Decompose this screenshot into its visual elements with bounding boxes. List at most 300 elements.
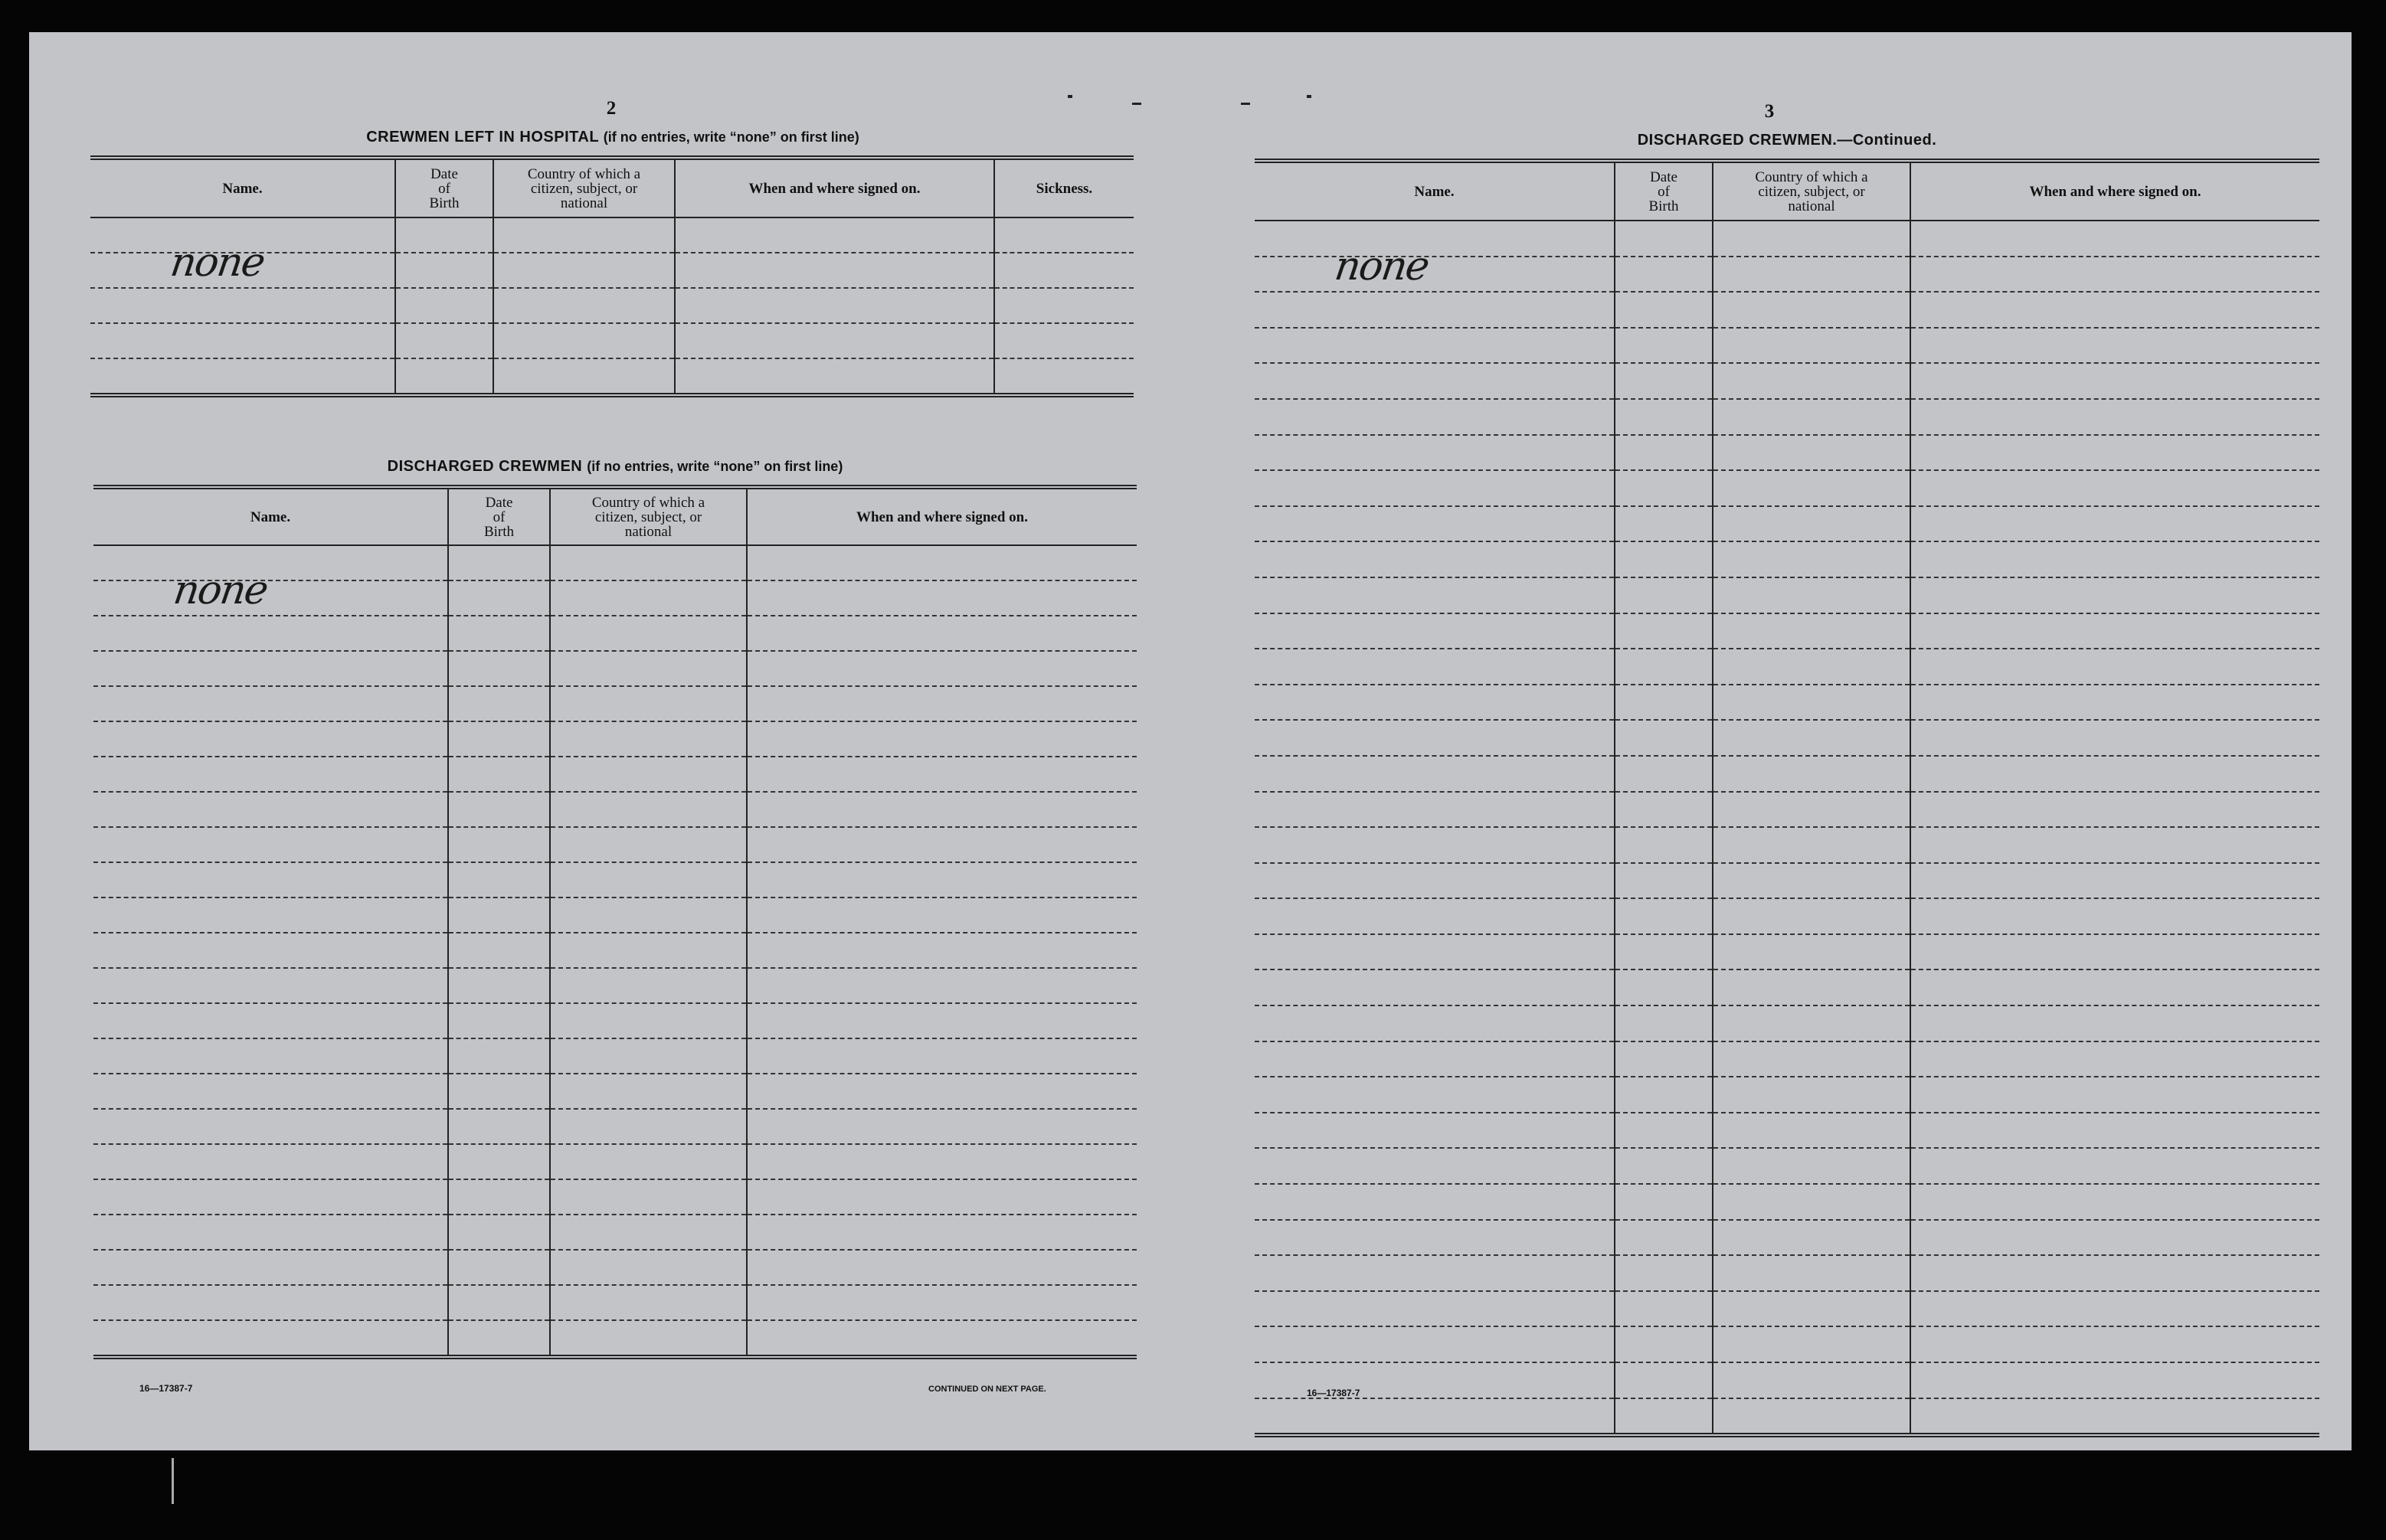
col-country: Country of which a citizen, subject, or national [493, 158, 675, 217]
table-cell [1615, 399, 1713, 435]
table-row [1255, 257, 2319, 293]
table-row [93, 1179, 1137, 1215]
table-row [90, 323, 1134, 358]
table-row [93, 651, 1137, 686]
right-section-title: DISCHARGED CREWMEN.—Continued. [1637, 132, 1937, 149]
table-row [1255, 1148, 2319, 1184]
table-cell [1713, 756, 1910, 792]
table-cell [1713, 898, 1910, 934]
table-row [93, 686, 1137, 721]
table-cell [395, 217, 493, 253]
table-row [90, 253, 1134, 288]
table-row [1255, 292, 2319, 328]
table-cell [93, 792, 448, 827]
table-cell [1255, 1326, 1615, 1362]
col-country: Country of which a citizen, subject, or national [1713, 161, 1910, 221]
table-cell [550, 757, 747, 792]
table-row [93, 1109, 1137, 1144]
table-cell [1255, 756, 1615, 792]
table-cell [395, 288, 493, 323]
table-row [1255, 969, 2319, 1005]
table-row [1255, 1255, 2319, 1291]
table-row [93, 1003, 1137, 1038]
table-cell [448, 1215, 550, 1250]
table-row [1255, 1362, 2319, 1398]
table-cell [747, 862, 1137, 898]
table-cell [93, 968, 448, 1003]
table-cell [93, 1144, 448, 1179]
table-row [1255, 863, 2319, 899]
table-cell [1713, 1148, 1910, 1184]
table-cell [93, 1320, 448, 1357]
table-cell [747, 651, 1137, 686]
table-cell [1910, 1184, 2319, 1220]
table-row [1255, 613, 2319, 649]
table-row [1255, 792, 2319, 828]
table-cell [1713, 1184, 1910, 1220]
table-row [93, 898, 1137, 933]
table-cell [93, 721, 448, 757]
table-row [1255, 685, 2319, 721]
table-cell [93, 1250, 448, 1285]
table-cell [747, 686, 1137, 721]
document-sheet [29, 32, 2352, 1450]
table-cell [1910, 470, 2319, 506]
table-cell [747, 933, 1137, 968]
table-cell [1615, 470, 1713, 506]
table-row [1255, 1398, 2319, 1436]
table-cell [1713, 1077, 1910, 1113]
discharged-table [93, 485, 1137, 1359]
table-cell [1255, 1005, 1615, 1041]
table-cell [1255, 792, 1615, 828]
table-cell [1713, 969, 1910, 1005]
table-cell [550, 1320, 747, 1357]
table-cell [448, 1038, 550, 1074]
table-cell [448, 1003, 550, 1038]
table-row [1255, 1291, 2319, 1327]
table-cell [550, 1215, 747, 1250]
table-cell [1615, 1220, 1713, 1256]
table-cell [1910, 1220, 2319, 1256]
table-cell [448, 933, 550, 968]
table-cell [90, 240, 395, 288]
table-cell [1713, 1398, 1910, 1436]
table-row [93, 580, 1137, 616]
table-cell [550, 651, 747, 686]
left-form-number: 16—17387-7 [139, 1383, 193, 1394]
table-row [1255, 720, 2319, 756]
table-cell [550, 862, 747, 898]
table-cell [1255, 1113, 1615, 1149]
table-row [93, 1074, 1137, 1109]
col-date-of-birth: Date of Birth [395, 158, 493, 217]
table-cell [93, 1003, 448, 1038]
table-row [1255, 1220, 2319, 1256]
table-row [93, 757, 1137, 792]
table-cell [1910, 221, 2319, 257]
table-cell [448, 686, 550, 721]
right-page-number: 3 [1764, 101, 1775, 122]
table-cell [747, 721, 1137, 757]
table-cell [550, 1285, 747, 1320]
continued-note: CONTINUED ON NEXT PAGE. [928, 1385, 1046, 1394]
table-row [93, 721, 1137, 757]
table-cell [1713, 577, 1910, 613]
table-cell [1615, 541, 1713, 577]
table-cell [1713, 863, 1910, 899]
table-row [90, 288, 1134, 323]
table-row [1255, 399, 2319, 435]
table-cell [747, 545, 1137, 580]
table-cell [1910, 1255, 2319, 1291]
table-row [93, 616, 1137, 651]
table-cell [1713, 541, 1910, 577]
table-cell [448, 757, 550, 792]
left-page-number: 2 [606, 98, 617, 119]
table-cell [1255, 827, 1615, 863]
table-cell [994, 253, 1134, 288]
table-cell [1713, 506, 1910, 542]
table-cell [1255, 243, 1615, 293]
table-cell [93, 1038, 448, 1074]
table-cell [1615, 1113, 1713, 1149]
table-cell [1910, 898, 2319, 934]
table-cell [1255, 613, 1615, 649]
table-cell [1910, 399, 2319, 435]
table-cell [93, 1285, 448, 1320]
table-cell [747, 1179, 1137, 1215]
table-cell [1910, 934, 2319, 970]
table-cell [1713, 221, 1910, 257]
table-cell [1615, 221, 1713, 257]
table-cell [1713, 685, 1910, 721]
table-cell [448, 721, 550, 757]
table-cell [1255, 292, 1615, 328]
table-cell [448, 898, 550, 933]
table-row [93, 1038, 1137, 1074]
table-cell [90, 323, 395, 358]
scan-mark [1068, 95, 1072, 98]
table-cell [1713, 1255, 1910, 1291]
table-row [93, 1215, 1137, 1250]
table-cell [1615, 1398, 1713, 1436]
table-cell [493, 358, 675, 395]
table-cell [1255, 328, 1615, 364]
table-cell [550, 686, 747, 721]
table-cell [550, 792, 747, 827]
table-cell [1910, 506, 2319, 542]
table-cell [1615, 1326, 1713, 1362]
table-cell [493, 323, 675, 358]
table-cell [1255, 577, 1615, 613]
table-row [1255, 435, 2319, 471]
table-cell [550, 721, 747, 757]
table-row [1255, 470, 2319, 506]
table-cell [93, 898, 448, 933]
table-row [1255, 756, 2319, 792]
table-cell [675, 288, 994, 323]
table-cell [448, 580, 550, 616]
table-cell [747, 580, 1137, 616]
table-cell [1713, 363, 1910, 399]
table-cell [90, 358, 395, 395]
table-cell [1255, 470, 1615, 506]
table-cell [1615, 506, 1713, 542]
table-cell [1255, 541, 1615, 577]
table-cell [747, 616, 1137, 651]
table-cell [747, 1038, 1137, 1074]
handwritten-entry: none [1331, 243, 1432, 289]
scan-mark [1307, 95, 1311, 98]
table-row [1255, 1184, 2319, 1220]
table-cell [1615, 969, 1713, 1005]
table-cell [1255, 1041, 1615, 1077]
table-cell [550, 968, 747, 1003]
table-row [1255, 827, 2319, 863]
table-cell [1615, 1255, 1713, 1291]
table-cell [1615, 720, 1713, 756]
discharged-continued-table [1255, 159, 2319, 1437]
table-cell [1615, 649, 1713, 685]
table-cell [395, 358, 493, 395]
table-cell [1615, 1291, 1713, 1327]
table-cell [93, 1109, 448, 1144]
table-cell [93, 616, 448, 651]
table-cell [395, 253, 493, 288]
table-row [93, 1320, 1137, 1357]
table-cell [1255, 969, 1615, 1005]
table-cell [1615, 756, 1713, 792]
table-cell [1615, 898, 1713, 934]
table-row [93, 792, 1137, 827]
table-cell [1713, 1362, 1910, 1398]
table-cell [1713, 613, 1910, 649]
scan-mark [1241, 103, 1250, 105]
table-cell [93, 933, 448, 968]
table-cell [550, 1074, 747, 1109]
handwritten-entry: none [170, 567, 270, 613]
table-row [1255, 1077, 2319, 1113]
table-cell [1713, 649, 1910, 685]
table-cell [1255, 399, 1615, 435]
table-cell [1910, 1005, 2319, 1041]
table-cell [550, 1038, 747, 1074]
table-row [93, 933, 1137, 968]
table-cell [1713, 399, 1910, 435]
table-cell [747, 1320, 1137, 1357]
table-cell [1255, 1148, 1615, 1184]
table-cell [1615, 863, 1713, 899]
table-cell [550, 1179, 747, 1215]
table-row [1255, 1041, 2319, 1077]
table-cell [448, 1074, 550, 1109]
discharged-title-text: DISCHARGED CREWMEN [387, 458, 583, 475]
table-cell [675, 217, 994, 253]
hospital-table [90, 155, 1134, 397]
table-cell [448, 651, 550, 686]
table-cell [93, 545, 448, 580]
table-cell [747, 757, 1137, 792]
table-cell [90, 288, 395, 323]
table-cell [1910, 863, 2319, 899]
table-cell [1713, 1220, 1910, 1256]
table-cell [1910, 363, 2319, 399]
table-cell [1255, 435, 1615, 471]
table-cell [1910, 1291, 2319, 1327]
table-cell [1615, 577, 1713, 613]
col-date-of-birth: Date of Birth [448, 487, 550, 545]
table-cell [1615, 1077, 1713, 1113]
table-cell [1910, 292, 2319, 328]
col-name: Name. [93, 487, 448, 545]
table-cell [550, 898, 747, 933]
table-cell [448, 1109, 550, 1144]
table-cell [1615, 1362, 1713, 1398]
table-cell [1615, 328, 1713, 364]
table-row [1255, 1005, 2319, 1041]
table-cell [395, 323, 493, 358]
table-cell [1615, 1184, 1713, 1220]
table-row [1255, 541, 2319, 577]
hospital-title-text: CREWMEN LEFT IN HOSPITAL [366, 129, 599, 145]
table-cell [93, 862, 448, 898]
table-cell [448, 1320, 550, 1357]
table-cell [1713, 257, 1910, 293]
table-row [1255, 1326, 2319, 1362]
table-cell [1910, 685, 2319, 721]
table-cell [1615, 1148, 1713, 1184]
table-row [93, 1285, 1137, 1320]
table-cell [1255, 1291, 1615, 1327]
table-cell [550, 933, 747, 968]
table-cell [1615, 257, 1713, 293]
table-cell [493, 288, 675, 323]
table-cell [1615, 685, 1713, 721]
table-cell [747, 968, 1137, 1003]
table-row [1255, 898, 2319, 934]
table-cell [448, 792, 550, 827]
table-cell [1255, 506, 1615, 542]
col-country: Country of which a citizen, subject, or national [550, 487, 747, 545]
table-cell [747, 1285, 1137, 1320]
table-cell [747, 1215, 1137, 1250]
table-cell [1713, 720, 1910, 756]
table-cell [93, 1215, 448, 1250]
table-cell [93, 827, 448, 862]
table-cell [448, 968, 550, 1003]
table-cell [994, 323, 1134, 358]
table-cell [1910, 1077, 2319, 1113]
table-cell [93, 757, 448, 792]
col-signed-on: When and where signed on. [747, 487, 1137, 545]
table-cell [550, 1250, 747, 1285]
table-cell [1615, 292, 1713, 328]
table-cell [550, 1003, 747, 1038]
table-cell [1713, 792, 1910, 828]
table-cell [1615, 613, 1713, 649]
right-form-number: 16—17387-7 [1307, 1388, 1360, 1398]
table-cell [747, 1109, 1137, 1144]
table-row [1255, 1113, 2319, 1149]
table-cell [1713, 435, 1910, 471]
table-row [1255, 649, 2319, 685]
table-cell [1615, 1041, 1713, 1077]
table-cell [1910, 613, 2319, 649]
table-cell [1910, 969, 2319, 1005]
table-cell [550, 827, 747, 862]
table-cell [1713, 1005, 1910, 1041]
scan-edge-mark [172, 1458, 174, 1504]
table-cell [1255, 221, 1615, 257]
discharged-instruction: (if no entries, write “none” on first line) [587, 459, 843, 474]
table-cell [1255, 363, 1615, 399]
table-cell [1910, 577, 2319, 613]
table-cell [1615, 792, 1713, 828]
table-cell [994, 288, 1134, 323]
table-cell [1910, 257, 2319, 293]
table-cell [1910, 1113, 2319, 1149]
table-cell [747, 1144, 1137, 1179]
table-cell [1615, 934, 1713, 970]
col-signed-on: When and where signed on. [1910, 161, 2319, 221]
table-cell [1910, 792, 2319, 828]
table-cell [747, 1003, 1137, 1038]
table-row [1255, 506, 2319, 542]
col-name: Name. [90, 158, 395, 217]
table-cell [1255, 1220, 1615, 1256]
table-row [93, 1144, 1137, 1179]
scan-mark [1132, 103, 1141, 105]
table-cell [93, 1074, 448, 1109]
table-cell [1713, 934, 1910, 970]
table-row [1255, 577, 2319, 613]
table-cell [1615, 827, 1713, 863]
table-cell [1255, 1184, 1615, 1220]
table-cell [1910, 720, 2319, 756]
handwritten-entry: none [167, 240, 267, 286]
table-cell [1255, 649, 1615, 685]
table-cell [1910, 649, 2319, 685]
table-cell [994, 358, 1134, 395]
table-cell [448, 862, 550, 898]
table-cell [448, 1250, 550, 1285]
hospital-section-title [92, 129, 1134, 146]
table-cell [448, 616, 550, 651]
table-cell [994, 217, 1134, 253]
table-cell [550, 1109, 747, 1144]
table-cell [1615, 363, 1713, 399]
table-cell [747, 1074, 1137, 1109]
table-cell [493, 217, 675, 253]
col-sickness: Sickness. [994, 158, 1134, 217]
table-cell [675, 323, 994, 358]
table-cell [1713, 470, 1910, 506]
table-cell [550, 580, 747, 616]
table-row [1255, 363, 2319, 399]
table-cell [1713, 1113, 1910, 1149]
table-cell [1713, 1291, 1910, 1327]
col-name: Name. [1255, 161, 1615, 221]
table-cell [1615, 435, 1713, 471]
table-cell [1713, 292, 1910, 328]
table-row [93, 968, 1137, 1003]
table-cell [550, 545, 747, 580]
table-row [93, 827, 1137, 862]
table-cell [448, 1144, 550, 1179]
table-row [1255, 934, 2319, 970]
table-cell [1255, 1255, 1615, 1291]
